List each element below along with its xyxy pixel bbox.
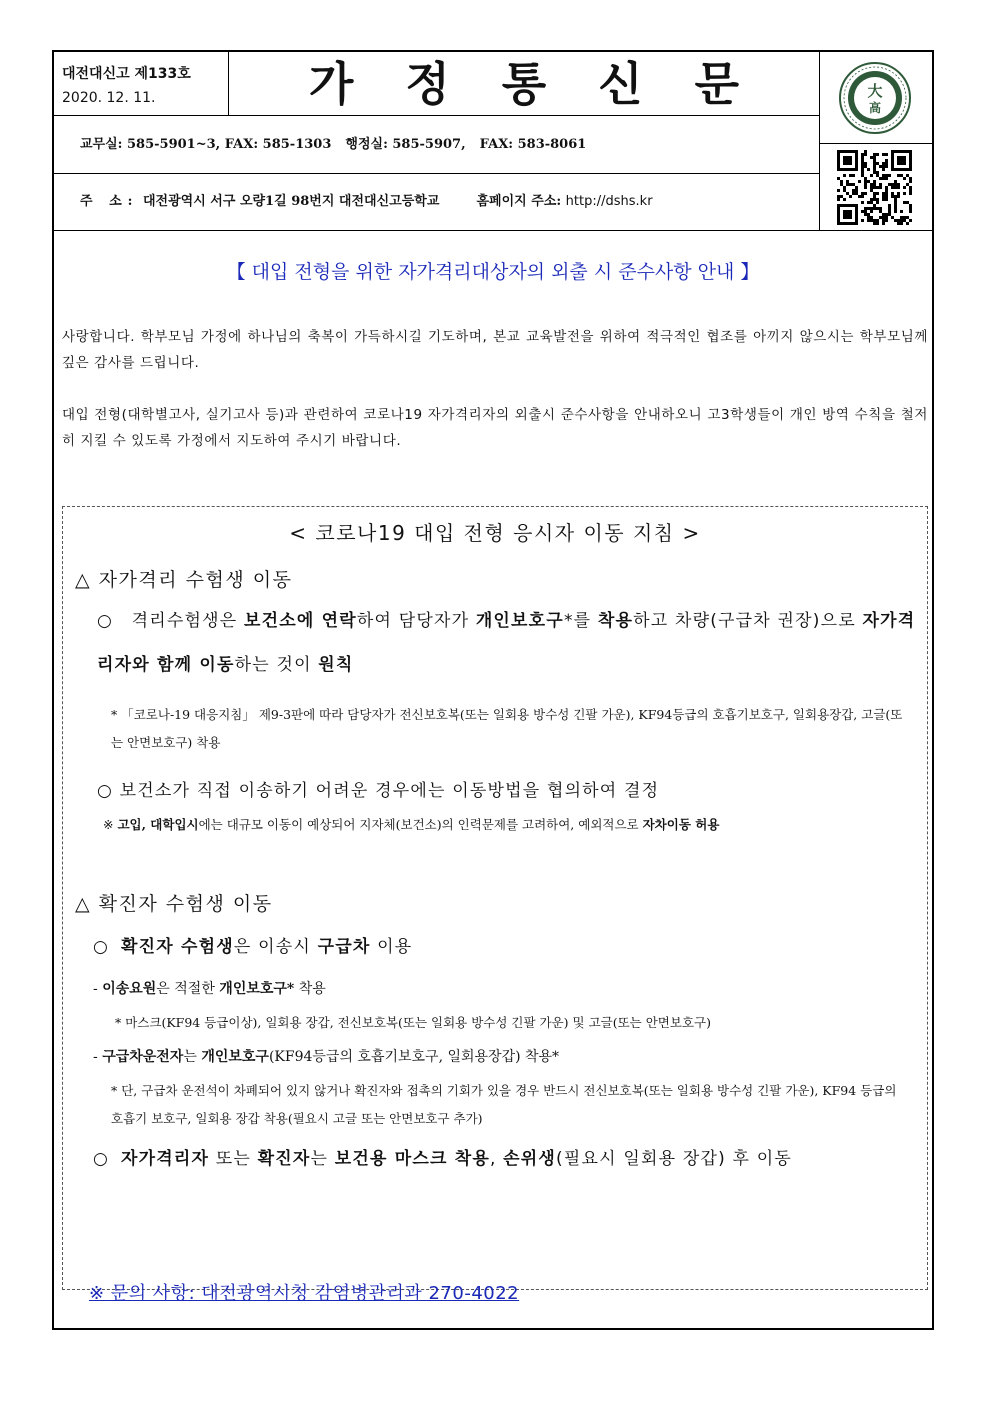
address-label: 주 소: [80,194,139,209]
office-contact: 교무실: 585-5901~3, FAX: 585-1303 [80,137,332,152]
isolation-note-1: * 「코로나-19 대응지침」 제9-3판에 따라 담당자가 전신보호복(또는 일회용 방수성 긴팔 가운), KF94등급의 호흡기보호구, 일회용장갑, 고글(또는 안면보호구) 착용 [111,707,903,750]
admin-contact: 행정실: 585-5907, [345,137,466,152]
guide-box [62,506,928,1304]
text-bold: 착용 [597,611,634,631]
bullet: ○ [97,611,114,631]
header-divider [54,230,932,231]
address-row [54,174,819,230]
qr-code-cell [819,144,932,230]
section-isolation-heading: △ 자가격리 수험생 이동 [75,569,293,591]
text-bold: 손위생 [503,1149,557,1169]
text-bold: 고입, 대학입시 [117,817,199,832]
text-bold: 구급차 [317,937,371,957]
text-bold: 구급차운전자 [102,1049,184,1065]
school-logo-cell [819,52,932,144]
text-bold: 개인보호구* [219,981,295,997]
text: - [93,981,103,997]
text: 하고 차량(구급차 권장)으로 [633,611,863,631]
issue-number: 대전대신고 제133호 [62,66,191,82]
svg-text:大: 大 [867,82,883,100]
text: (KF94등급의 호흡기보호구, 일회용장갑) 착용* [268,1049,560,1065]
school-emblem-icon [820,52,931,142]
text: 하는 것이 [234,655,319,675]
confirmed-sub-2 [93,1043,913,1071]
section-confirmed-heading: △ 확진자 수험생 이동 [75,893,273,915]
intro-paragraph: 대입 전형(대학별고사, 실기고사 등)과 관련하여 코로나19 자가격리자의 외출시 준수사항을 안내하오니 고3학생들이 개인 방역 수칙을 철저히 지킬 수 있도록 가정에서 지도하여 주시기 바랍니다. [62,407,928,449]
address-value: 대전광역시 서구 오량1길 98번지 대전대신고등학교 [142,194,440,209]
guide-title: < 코로나19 대입 전형 응시자 이동 지침 > [289,521,701,545]
text: 착용 [294,981,326,997]
text-bold: 확진자 [257,1149,311,1169]
text-bold: 원칙 [318,655,354,675]
qr-code-icon[interactable] [820,144,931,228]
confirmed-item-2 [93,1137,923,1181]
page-title: 가정통신문 [229,52,819,116]
isolation-item-2: ○ 보건소가 직접 이송하기 어려운 경우에는 이동방법을 협의하여 결정 [97,781,660,801]
bullet: ○ [93,1149,110,1169]
text: , [489,1149,504,1169]
text: 이용 [370,937,413,957]
text: *를 [563,611,598,631]
svg-text:高: 高 [868,101,882,115]
confirmed-item-1 [93,925,913,969]
newsletter-frame [52,50,934,1330]
notice-title: 【 대입 전형을 위한 자가격리대상자의 외출 시 준수사항 안내 】 [226,261,760,283]
homepage-label: 홈페이지 주소: [476,194,562,209]
isolation-note-2 [103,811,923,839]
text: (필요시 일회용 장갑) 후 이동 [556,1149,792,1169]
confirmed-sub-1 [93,975,913,1003]
issue-info [54,52,229,116]
text: 는 [310,1149,335,1169]
contact-info: ※ 문의 사항: 대전광역시청 감염병관리과 270-4022 [89,1283,520,1304]
text: 은 적절한 [156,981,220,997]
text: 하여 담당자가 [356,611,476,631]
text-bold: 자가격리자 [121,1149,210,1169]
greeting-paragraph: 사랑합니다. 학부모님 가정에 하나님의 축복이 가득하시길 기도하며, 본교 교육발전을 위하여 적극적인 협조를 아끼지 않으시는 학부모님께 깊은 감사를 드립니다. [62,329,928,371]
text: 격리수험생은 [131,611,244,631]
header [54,52,932,230]
text: 는 [183,1049,202,1065]
text-bold: 개인보호구 [475,611,564,631]
isolation-item-1 [97,599,917,687]
homepage-link[interactable]: http://dshs.kr [565,194,653,209]
text-bold: 확진자 수험생 [121,937,234,957]
text-bold: 개인보호구 [201,1049,269,1065]
text-bold: 자가격리자와 함께 이동 [97,611,916,675]
text: 또는 [209,1149,258,1169]
text-bold: 보건용 마스크 착용 [334,1149,490,1169]
confirmed-sub-2-note: * 단, 구급차 운전석이 차폐되어 있지 않거나 확진자와 접촉의 기회가 있을 경우 반드시 전신보호복(또는 일회용 방수성 긴팔 가운), KF94 등급의 호흡기 보호구, 일회용 장갑 착용(필요시 고글 또는 안면보호구 추가) [111,1083,897,1126]
text-bold: 자차이동 허용 [642,817,720,832]
text: ※ [103,817,118,832]
admin-fax: FAX: 583-8061 [479,137,587,152]
text: - [93,1049,103,1065]
text-bold: 보건소에 연락 [244,611,357,631]
text: 에는 대규모 이동이 예상되어 지자체(보건소)의 인력문제를 고려하여, 예외적으로 [198,817,643,832]
text-bold: 이송요원 [102,981,157,997]
text: 은 이송시 [233,937,318,957]
confirmed-sub-1-note: * 마스크(KF94 등급이상), 일회용 장갑, 전신보호복(또는 일회용 방수성 긴팔 가운) 및 고글(또는 안면보호구) [115,1015,711,1030]
bullet: ○ [93,937,110,957]
issue-date: 2020. 12. 11. [62,90,156,106]
contact-row [54,116,819,174]
